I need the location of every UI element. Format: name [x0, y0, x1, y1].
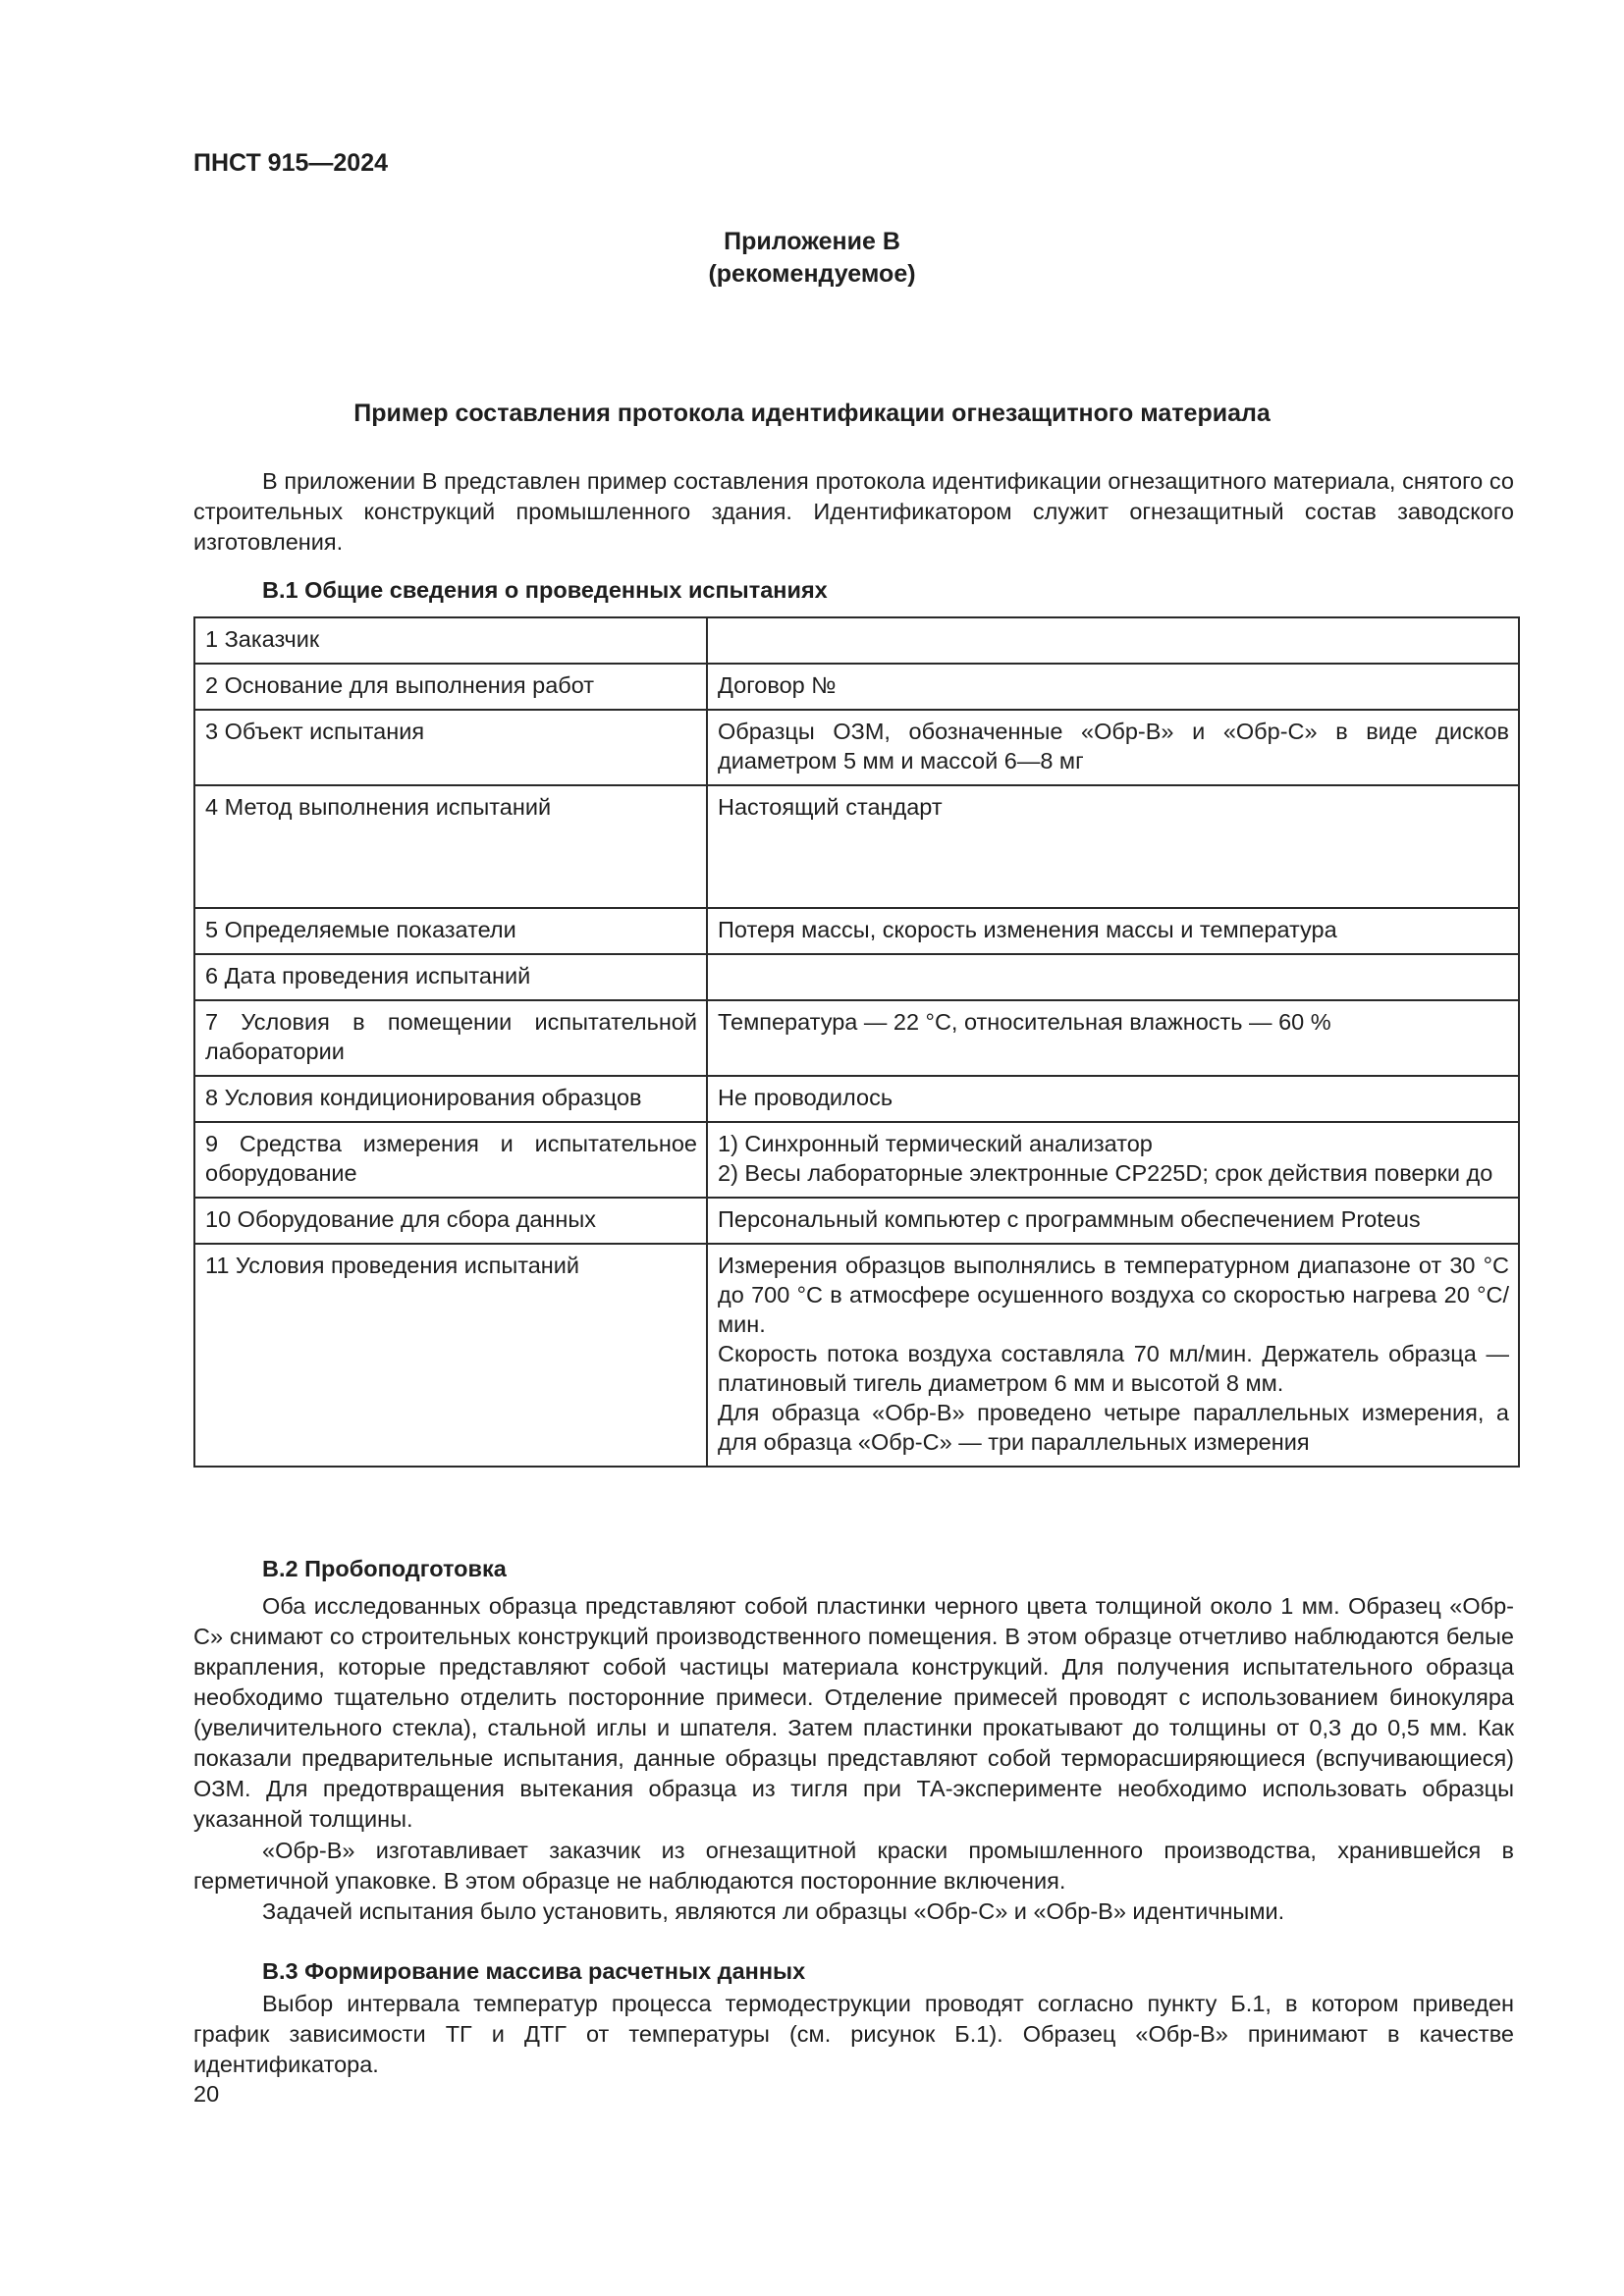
table-row	[194, 1122, 1519, 1198]
row-value: Договор №	[707, 664, 1519, 710]
table-row	[194, 1000, 1519, 1076]
row-value	[707, 954, 1519, 1000]
appendix-title: Приложение В	[724, 228, 900, 255]
table-row	[194, 908, 1519, 954]
table-row	[194, 1076, 1519, 1122]
row-value	[707, 1122, 1519, 1198]
value-line: Измерения образцов выполнялись в температурном диапазоне от 30 °С до 700 °С в атмосфере осушенного воздуха со скоростью нагрева 20 °С/мин.	[718, 1253, 1509, 1337]
intro-paragraph: В приложении В представлен пример составления протокола идентификации огнезащитного материала, снятого со строительных конструкций промышленного здания. Идентификатором служит огнезащитный состав заводского изготовления.	[193, 468, 1514, 555]
value-line: 2) Весы лабораторные электронные CP225D; срок действия поверки до	[718, 1160, 1493, 1186]
section-2-heading: В.2 Пробоподготовка	[262, 1556, 507, 1581]
row-value: Образцы ОЗМ, обозначенные «Обр-В» и «Обр-С» в виде дисков диаметром 5 мм и массой 6—8 мг	[707, 710, 1519, 785]
table-row	[194, 664, 1519, 710]
table-row	[194, 954, 1519, 1000]
row-value	[707, 617, 1519, 664]
row-label: 9 Средства измерения и испытательное оборудование	[194, 1122, 707, 1198]
table-row	[194, 1198, 1519, 1244]
row-value	[707, 1244, 1519, 1467]
row-value: Настоящий стандарт	[707, 785, 1519, 908]
document-title: Пример составления протокола идентификации огнезащитного материала	[353, 400, 1271, 427]
row-label: 3 Объект испытания	[194, 710, 707, 785]
section-1-heading: В.1 Общие сведения о проведенных испытаниях	[262, 577, 828, 603]
test-info-table	[193, 616, 1520, 1468]
appendix-subtitle: (рекомендуемое)	[708, 260, 916, 288]
table-row	[194, 710, 1519, 785]
section-2-paragraph: Задачей испытания было установить, являются ли образцы «Обр-С» и «Обр-В» идентичными.	[262, 1898, 1285, 1924]
value-line: Для образца «Обр-В» проведено четыре параллельных измерения, а для образца «Обр-С» — три параллельных измерения	[718, 1400, 1509, 1455]
document-header: ПНСТ 915—2024	[193, 149, 388, 177]
row-label: 4 Метод выполнения испытаний	[194, 785, 707, 908]
value-line: Скорость потока воздуха составляла 70 мл/мин. Держатель образца — платиновый тигель диаметром 6 мм и высотой 8 мм.	[718, 1341, 1509, 1396]
row-value: Не проводилось	[707, 1076, 1519, 1122]
page-number: 20	[193, 2081, 220, 2107]
row-value: Температура — 22 °С, относительная влажность — 60 %	[707, 1000, 1519, 1076]
value-line: 1) Синхронный термический анализатор	[718, 1131, 1153, 1156]
row-value: Потеря массы, скорость изменения массы и температура	[707, 908, 1519, 954]
row-value: Персональный компьютер с программным обеспечением Proteus	[707, 1198, 1519, 1244]
row-label: 7 Условия в помещении испытательной лаборатории	[194, 1000, 707, 1076]
table-row	[194, 785, 1519, 908]
section-2-paragraph: «Обр-В» изготавливает заказчик из огнезащитной краски промышленного производства, хранившейся в герметичной упаковке. В этом образце не наблюдаются посторонние включения.	[193, 1838, 1514, 1894]
row-label: 6 Дата проведения испытаний	[194, 954, 707, 1000]
row-label: 10 Оборудование для сбора данных	[194, 1198, 707, 1244]
row-label: 5 Определяемые показатели	[194, 908, 707, 954]
row-label: 8 Условия кондиционирования образцов	[194, 1076, 707, 1122]
table-row	[194, 1244, 1519, 1467]
row-label: 2 Основание для выполнения работ	[194, 664, 707, 710]
section-3-paragraph: Выбор интервала температур процесса термодеструкции проводят согласно пункту Б.1, в котором приведен график зависимости ТГ и ДТГ от температуры (см. рисунок Б.1). Образец «Обр-В» принимают в качестве идентификатора.	[193, 1991, 1514, 2077]
section-3-heading: В.3 Формирование массива расчетных данных	[262, 1958, 806, 1984]
table-row	[194, 617, 1519, 664]
row-label: 11 Условия проведения испытаний	[194, 1244, 707, 1467]
section-2-paragraph: Оба исследованных образца представляют собой пластинки черного цвета толщиной около 1 мм. Образец «Обр-С» снимают со строительных конструкций производственного помещения. В этом образце отчетливо наблюдаются белые вкрапления, которые представляют собой частицы материала конструкций. Для получения испытательного образца необходимо тщательно отделить посторонние примеси. Отделение примесей проводят с использованием бинокуляра (увеличительного стекла), стальной иглы и шпателя. Затем пластинки прокатывают до толщины от 0,3 до 0,5 мм. Как показали предварительные испытания, данные образцы представляют собой терморасширяющиеся (вспучивающиеся) ОЗМ. Для предотвращения вытекания образца из тигля при ТА-эксперименте необходимо использовать образцы указанной толщины.	[193, 1593, 1514, 1832]
row-label: 1 Заказчик	[194, 617, 707, 664]
